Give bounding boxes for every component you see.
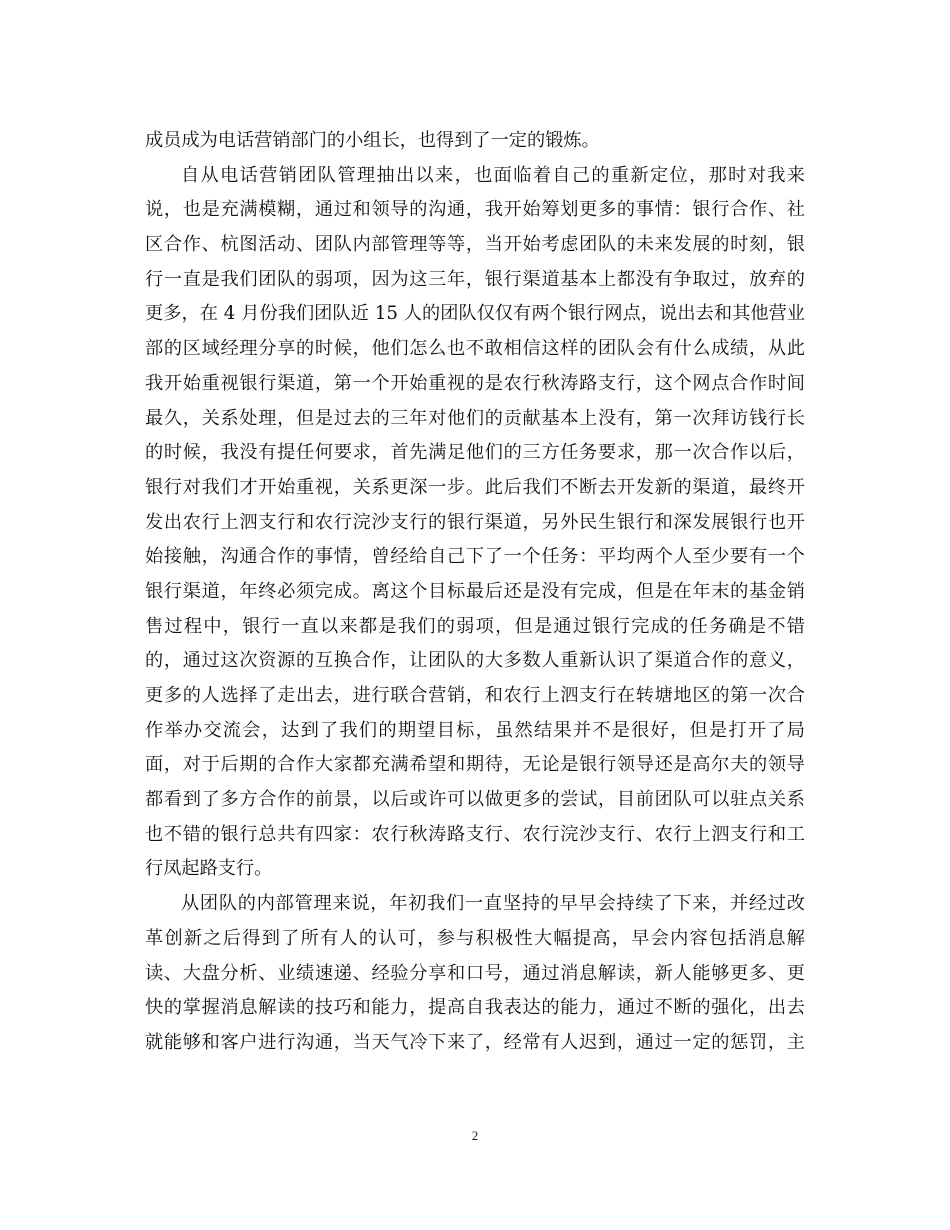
text-line: 始接触，沟通合作的事情，曾经给自己下了一个任务：平均两个人至少要有一个 bbox=[145, 546, 805, 568]
text-line: 银行渠道，年终必须完成。离这个目标最后还是没有完成，但是在年末的基金销 bbox=[145, 580, 805, 602]
text-line: 面，对于后期的合作大家都充满希望和期待，无论是银行领导还是高尔夫的领导 bbox=[145, 754, 805, 776]
text-line: 也不错的银行总共有四家：农行秋涛路支行、农行浣沙支行、农行上泗支行和工 bbox=[145, 823, 805, 845]
body-text bbox=[145, 124, 805, 1061]
text-line: 成员成为电话营销部门的小组长，也得到了一定的锻炼。 bbox=[145, 130, 600, 151]
text-line: 的，通过这次资源的互换合作，让团队的大多数人重新认识了渠道合作的意义， bbox=[145, 650, 805, 672]
text-line: 的时候，我没有提任何要求，首先满足他们的三方任务要求，那一次合作以后， bbox=[145, 442, 805, 464]
text-line: 就能够和客户进行沟通，当天气冷下来了，经常有人迟到，通过一定的惩罚，主 bbox=[145, 1031, 805, 1053]
text-line: 说，也是充满模糊，通过和领导的沟通，我开始筹划更多的事情：银行合作、社 bbox=[145, 199, 805, 221]
text-line: 行一直是我们团队的弱项，因为这三年，银行渠道基本上都没有争取过，放弃的 bbox=[145, 268, 805, 290]
text-line: 部的区域经理分享的时候，他们怎么也不敢相信这样的团队会有什么成绩，从此 bbox=[145, 338, 805, 360]
page-number: 2 bbox=[471, 1128, 479, 1143]
text-line: 行凤起路支行。 bbox=[145, 858, 273, 880]
text-line: 更多，在 4 月份我们团队近 15 人的团队仅仅有两个银行网点，说出去和其他营业 bbox=[145, 303, 805, 325]
text-line: 作举办交流会，达到了我们的期望目标，虽然结果并不是很好，但是打开了局 bbox=[145, 719, 805, 741]
text-line: 革创新之后得到了所有人的认可，参与积极性大幅提高，早会内容包括消息解 bbox=[145, 927, 805, 949]
text-line: 读、大盘分析、业绩速递、经验分享和口号，通过消息解读，新人能够更多、更 bbox=[145, 962, 805, 984]
text-line: 更多的人选择了走出去，进行联合营销，和农行上泗支行在转塘地区的第一次合 bbox=[145, 685, 805, 706]
text-line: 最久，关系处理，但是过去的三年对他们的贡献基本上没有，第一次拜访钱行长 bbox=[145, 407, 805, 429]
text-line: 我开始重视银行渠道，第一个开始重视的是农行秋涛路支行，这个网点合作时间 bbox=[145, 372, 805, 394]
text-line: 售过程中，银行一直以来都是我们的弱项，但是通过银行完成的任务确是不错 bbox=[145, 615, 805, 637]
text-line: 快的掌握消息解读的技巧和能力，提高自我表达的能力，通过不断的强化，出去 bbox=[145, 997, 805, 1019]
text-line: 从团队的内部管理来说，年初我们一直坚持的早早会持续了下来，并经过改 bbox=[181, 893, 805, 915]
text-line: 银行对我们才开始重视，关系更深一步。此后我们不断去开发新的渠道，最终开 bbox=[145, 476, 805, 498]
text-line: 区合作、杭图活动、团队内部管理等等，当开始考虑团队的未来发展的时刻，银 bbox=[145, 234, 805, 256]
text-line: 自从电话营销团队管理抽出以来，也面临着自己的重新定位，那时对我来 bbox=[181, 164, 805, 186]
text-line: 发出农行上泗支行和农行浣沙支行的银行渠道，另外民生银行和深发展银行也开 bbox=[145, 511, 805, 533]
text-line: 都看到了多方合作的前景，以后或许可以做更多的尝试，目前团队可以驻点关系 bbox=[145, 789, 805, 811]
